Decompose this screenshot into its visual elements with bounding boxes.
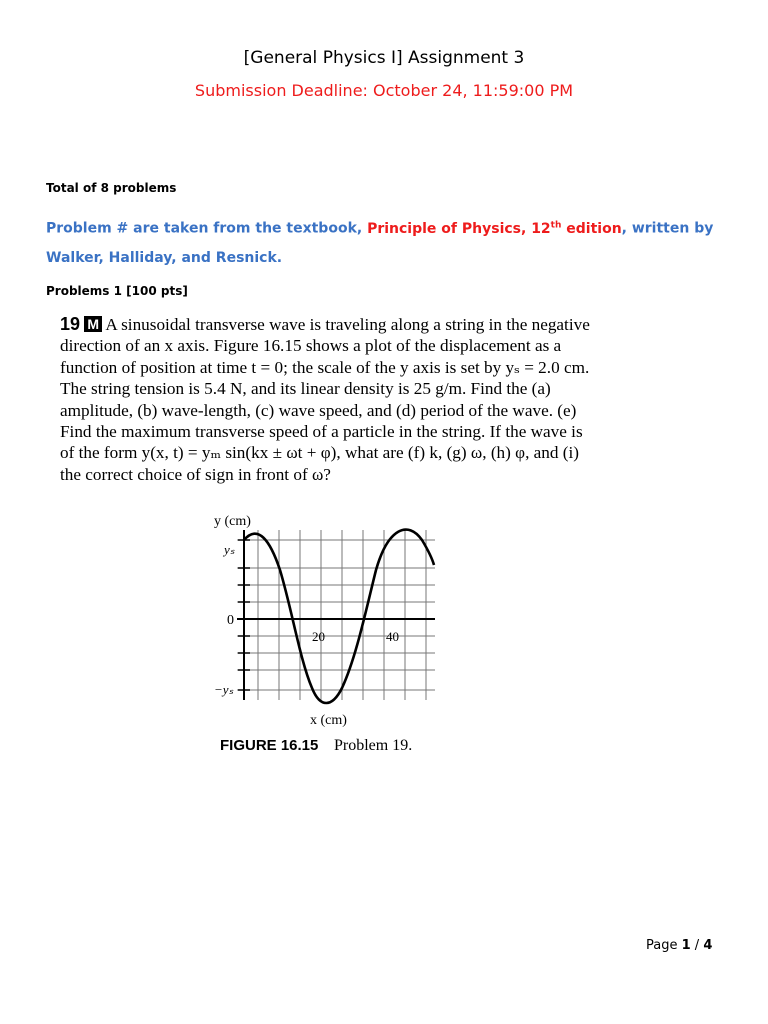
wave-figure (200, 510, 460, 760)
y-axis-label: y (cm) (214, 514, 251, 529)
x-tick-20: 20 (312, 629, 325, 644)
submission-deadline: Submission Deadline: October 24, 11:59:00 PM (194, 81, 574, 100)
source-suffix: , written by Walker, Halliday, and Resnick. (46, 220, 714, 266)
source-prefix: Problem # are taken from the textbook, (46, 220, 368, 237)
figure-caption-number: FIGURE 16.15 (220, 737, 319, 754)
problem-statement (60, 314, 600, 485)
problem-heading: Problems 1 [100 pts] (46, 284, 188, 298)
document-title: [General Physics I] Assignment 3 (243, 48, 525, 68)
wave-plot (200, 510, 460, 760)
total-pages: 4 (703, 938, 713, 953)
figure-caption-text: Problem 19. (334, 737, 413, 754)
textbook-title: Principle of Physics, 12th edition (367, 220, 622, 237)
grid-lines (237, 530, 435, 700)
problem-count: Total of 8 problems (46, 181, 177, 195)
page-indicator: Page 1 / 4 (646, 938, 713, 953)
zero-label: 0 (227, 613, 234, 628)
x-axis-label: x (cm) (310, 713, 347, 728)
problem-text: A sinusoidal transverse wave is traveling along a string in the negative direction of an x axis. Figure 16.15 shows a plot of the displacement as a function of position at time t = 0; the scale of the y axis is set by yₛ = 2.0 cm. The string tension is 5.4 N, and its linear density is 25 g/m. Find the (a) amplitude, (b) wave-length, (c) wave speed, and (d) period of the wave. (e) Find the maximum transverse speed of a particle in the string. If the wave is of the form y(x, t) = yₘ sin(kx ± ωt + φ), what are (f) k, (g) ω, (h) φ, and (i) the correct choice of sign in front of ω? (60, 315, 590, 484)
neg-ys-label: −yₛ (214, 682, 234, 697)
textbook-source (46, 211, 726, 273)
edition-superscript: th (550, 220, 562, 230)
problem-number: 19 (60, 314, 81, 334)
difficulty-badge: M (84, 316, 102, 332)
current-page: 1 (681, 938, 691, 953)
ys-label: yₛ (224, 542, 235, 557)
x-tick-40: 40 (386, 629, 399, 644)
